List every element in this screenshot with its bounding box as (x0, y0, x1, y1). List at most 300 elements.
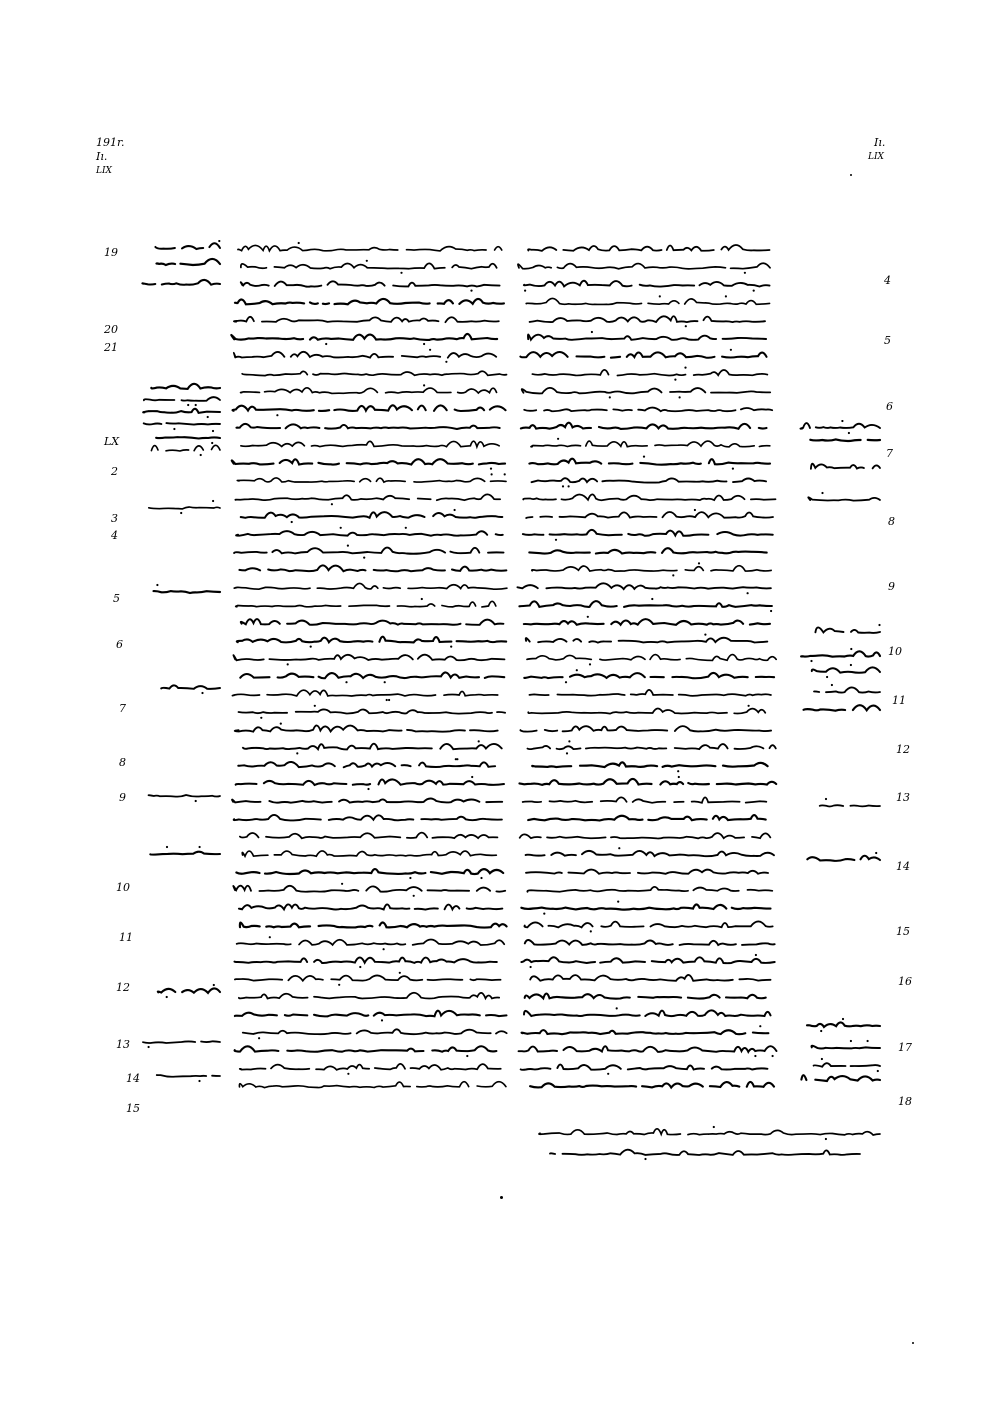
right-script-line-1 (518, 263, 770, 269)
left-column-script (225, 240, 515, 1120)
right-gloss-line-dot (810, 660, 812, 662)
left-script-line-7 (242, 371, 506, 375)
left-script-line-21 (241, 619, 504, 625)
right-script-line-dot (678, 776, 680, 778)
left-script-line-dot (490, 468, 492, 470)
left-gloss-line-1 (156, 259, 220, 265)
right-script-line-42 (525, 994, 766, 999)
left-script-line-dot (423, 343, 425, 345)
left-gloss-line-3 (151, 384, 220, 389)
left-script-line-dot (405, 527, 407, 529)
right-gloss-line-12 (811, 1046, 880, 1049)
right-script-line-dot (659, 295, 661, 297)
left-script-line-dot (478, 740, 480, 742)
verse-number: 8 (119, 756, 126, 769)
left-script-line-26 (239, 709, 506, 713)
left-script-line-11 (241, 441, 499, 447)
right-script-line-dot (704, 634, 706, 636)
right-gloss-line-dot (850, 1040, 852, 1042)
right-script-line-12 (529, 459, 770, 465)
right-gloss-line-0 (800, 423, 880, 429)
left-script-line-dot (338, 984, 340, 986)
left-gloss-line-16 (157, 1075, 220, 1077)
left-gloss-line-2 (142, 280, 220, 285)
right-script-line-dot (524, 290, 526, 292)
verse-number: 4 (111, 529, 118, 542)
left-gloss-line-14 (158, 988, 220, 992)
right-margin-glosses (790, 420, 890, 1124)
right-script-line-16 (523, 530, 773, 536)
right-script-line-47 (530, 1082, 774, 1088)
left-script-line-17 (234, 548, 503, 554)
left-script-line-35 (236, 869, 503, 874)
left-gloss-line-dot (195, 404, 197, 406)
right-script-line-21 (524, 619, 770, 625)
right-script-line-dot (754, 1055, 756, 1057)
right-script-line-9 (524, 408, 772, 412)
right-script-line-dot (770, 610, 772, 612)
right-gloss-line-2 (811, 464, 880, 469)
footnote-line-dot (825, 1138, 827, 1140)
left-script-line-32 (234, 815, 502, 820)
right-script-line-34 (526, 851, 774, 856)
right-script-line-dot (618, 847, 620, 849)
left-script-line-dot (399, 972, 401, 974)
left-script-line-dot (409, 877, 411, 879)
verse-number: 15 (126, 1102, 140, 1115)
right-script-line-dot (543, 913, 545, 915)
left-script-line-dot (367, 788, 369, 790)
left-script-line-dot (429, 349, 431, 351)
right-gloss-line-dot (850, 664, 852, 666)
right-gloss-line-dot (848, 432, 850, 434)
left-script-line-39 (237, 940, 504, 945)
footnote-line-0 (539, 1129, 880, 1135)
left-gloss-line-dot (148, 1046, 150, 1048)
verse-number: 12 (896, 743, 910, 756)
left-script-line-dot (287, 663, 289, 665)
right-gloss-line-dot (875, 852, 877, 854)
left-script-line-dot (491, 473, 493, 475)
left-script-line-dot (383, 948, 385, 950)
right-script-line-dot (753, 290, 755, 292)
left-script-line-25 (232, 690, 497, 696)
left-script-line-dot (381, 1019, 383, 1021)
right-script-line-38 (524, 921, 772, 927)
right-script-line-32 (528, 815, 765, 820)
left-script-line-23 (233, 655, 504, 661)
left-gloss-line-10 (154, 591, 221, 593)
right-script-line-27 (520, 726, 771, 732)
right-script-line-25 (529, 690, 770, 696)
right-script-line-dot (732, 468, 734, 470)
right-gloss-line-dot (821, 492, 823, 494)
left-script-line-20 (236, 601, 496, 607)
right-script-line-22 (526, 638, 768, 643)
left-gloss-line-dot (211, 442, 213, 444)
left-script-line-30 (236, 779, 504, 785)
left-gloss-line-dot (200, 454, 202, 456)
left-script-line-dot (466, 1055, 468, 1057)
left-script-line-41 (235, 975, 501, 980)
verse-number: 19 (104, 246, 118, 259)
speck (500, 1196, 503, 1199)
right-script-line-4 (530, 316, 765, 322)
right-script-line-19 (517, 583, 770, 589)
left-gloss-line-dot (212, 430, 214, 432)
right-script-line-28 (528, 744, 776, 749)
verse-number: 13 (116, 1038, 130, 1051)
right-script-line-14 (523, 494, 775, 500)
left-script-line-dot (258, 1037, 260, 1039)
left-script-line-dot (400, 272, 402, 274)
left-script-line-dot (347, 545, 349, 547)
left-margin-glosses (128, 240, 228, 1124)
right-script-line-dot (590, 930, 592, 932)
footnote (530, 1120, 890, 1172)
verse-number: 13 (896, 791, 910, 804)
right-script-line-dot (530, 966, 532, 968)
left-script-line-47 (239, 1082, 506, 1088)
left-script-line-12 (232, 459, 505, 464)
right-script-line-2 (524, 281, 770, 287)
right-script-line-dot (674, 379, 676, 381)
left-script-line-45 (235, 1046, 497, 1051)
right-script-line-dot (684, 367, 686, 369)
left-script-line-dot (331, 503, 333, 505)
right-gloss-line-3 (808, 497, 880, 500)
verse-number: LX (104, 435, 120, 448)
left-gloss-line-dot (198, 1080, 200, 1082)
right-gloss-script (790, 420, 890, 1120)
right-script-line-dot (772, 1055, 774, 1057)
left-gloss-line-7 (156, 437, 220, 438)
left-script-line-dot (341, 883, 343, 885)
verse-number: 11 (892, 694, 906, 707)
right-script-line-dot (685, 325, 687, 327)
verse-number: 2 (111, 465, 118, 478)
right-script-line-43 (524, 1010, 771, 1016)
left-script-line-dot (345, 681, 347, 683)
left-script-line-dot (269, 936, 271, 938)
verse-number: 16 (898, 975, 912, 988)
left-gloss-line-dot (166, 846, 168, 848)
header-right (868, 136, 885, 164)
right-script-line-dot (562, 485, 564, 487)
right-script-line-11 (531, 441, 770, 447)
right-script-line-33 (520, 833, 771, 838)
right-gloss-line-dot (878, 624, 880, 626)
left-script-line-dot (310, 646, 312, 648)
verse-number: 9 (888, 580, 895, 593)
right-script-line-17 (529, 548, 766, 553)
verse-number: 12 (116, 981, 130, 994)
left-gloss-line-15 (143, 1041, 220, 1043)
right-script-line-5 (528, 335, 766, 340)
left-gloss-line-5 (143, 409, 220, 413)
right-script-line-39 (525, 940, 775, 945)
right-script-line-dot (576, 669, 578, 671)
left-script-line-6 (234, 352, 496, 358)
verse-number: 21 (104, 341, 118, 354)
footnote-line-1 (550, 1150, 860, 1155)
verse-number: 8 (888, 515, 895, 528)
left-gloss-line-dot (207, 416, 209, 418)
right-script-line-44 (522, 1030, 769, 1034)
right-gloss-line-1 (810, 439, 880, 441)
right-script-line-dot (555, 539, 557, 541)
left-script-line-14 (235, 494, 500, 500)
left-script-line-dot (471, 776, 473, 778)
right-script-line-dot (755, 954, 757, 956)
left-script-line-15 (241, 512, 503, 518)
header-left (96, 136, 125, 178)
verse-number: 20 (104, 323, 118, 336)
right-gloss-line-6 (812, 667, 880, 672)
chapter-marker-right: Iı. (874, 136, 886, 149)
right-script-line-dot (591, 331, 593, 333)
left-script-line-dot (456, 758, 458, 760)
right-script-line-dot (587, 616, 589, 618)
left-gloss-line-dot (195, 800, 197, 802)
left-script-line-dot (296, 752, 298, 754)
right-script-line-37 (521, 904, 770, 909)
left-gloss-script (128, 240, 228, 1120)
right-column-script (515, 240, 795, 1120)
right-script-line-dot (679, 396, 681, 398)
left-gloss-line-0 (155, 243, 220, 249)
right-script-line-dot (698, 562, 700, 564)
left-gloss-line-dot (218, 240, 220, 242)
right-gloss-line-10 (807, 856, 880, 861)
right-gloss-line-dot (825, 798, 827, 800)
right-script-line-dot (607, 1073, 609, 1075)
left-script-line-24 (240, 672, 504, 678)
right-gloss-line-11 (807, 1022, 880, 1027)
left-gloss-line-13 (150, 852, 220, 855)
left-script-line-5 (231, 334, 497, 340)
left-script-line-dot (276, 414, 278, 416)
left-script-line-2 (241, 281, 500, 286)
right-text-column (515, 240, 795, 1120)
right-gloss-line-dot (841, 420, 843, 422)
right-script-line-dot (557, 438, 559, 440)
right-script-line-0 (528, 245, 769, 251)
verse-number: 9 (119, 791, 126, 804)
left-gloss-line-dot (173, 428, 175, 430)
right-script-line-7 (532, 370, 767, 376)
right-script-line-dot (730, 349, 732, 351)
left-script-line-0 (238, 245, 502, 250)
right-gloss-line-dot (826, 676, 828, 678)
left-script-line-dot (366, 260, 368, 262)
left-gloss-line-11 (161, 685, 220, 689)
left-script-line-13 (237, 478, 506, 482)
left-script-line-dot (340, 527, 342, 529)
right-script-line-dot (616, 1007, 618, 1009)
right-script-line-dot (566, 752, 568, 754)
right-script-line-dot (744, 272, 746, 274)
left-script-line-1 (241, 263, 497, 268)
verse-number: 3 (111, 512, 118, 525)
left-script-line-31 (232, 799, 502, 803)
left-script-line-dot (359, 966, 361, 968)
right-script-line-24 (524, 673, 774, 678)
left-gloss-line-12 (149, 795, 221, 797)
right-script-line-18 (532, 566, 771, 571)
right-script-line-15 (526, 512, 773, 518)
left-script-line-dot (445, 361, 447, 363)
left-script-line-dot (421, 598, 423, 600)
verse-number: 7 (119, 702, 126, 715)
verse-number: 10 (116, 881, 130, 894)
right-gloss-line-dot (820, 1030, 822, 1032)
right-gloss-line-dot (850, 648, 852, 650)
right-script-line-dot (568, 485, 570, 487)
right-gloss-line-dot (867, 1040, 869, 1042)
right-script-line-dot (565, 681, 567, 683)
right-script-line-dot (589, 663, 591, 665)
right-gloss-line-dot (831, 684, 833, 686)
left-script-line-dot (470, 290, 472, 292)
right-script-line-dot (568, 740, 570, 742)
left-script-line-28 (243, 744, 502, 750)
left-gloss-line-dot (166, 996, 168, 998)
left-script-line-dot (384, 681, 386, 683)
verse-number: 5 (113, 592, 120, 605)
right-script-line-dot (651, 598, 653, 600)
left-script-line-dot (347, 1073, 349, 1075)
left-script-line-dot (504, 473, 506, 475)
left-script-line-dot (450, 646, 452, 648)
right-script-line-10 (521, 423, 767, 429)
left-text-column (225, 240, 515, 1120)
right-gloss-line-14 (801, 1075, 880, 1081)
left-script-line-8 (241, 388, 497, 394)
right-script-line-dot (677, 770, 679, 772)
right-gloss-line-4 (815, 627, 880, 633)
verse-number: 18 (898, 1095, 912, 1108)
right-script-line-26 (528, 708, 765, 713)
right-script-line-41 (530, 975, 770, 981)
footnote-line-dot (644, 1158, 646, 1160)
left-gloss-line-dot (212, 500, 214, 502)
left-script-line-38 (240, 923, 507, 928)
left-script-line-dot (480, 877, 482, 879)
left-gloss-line-4 (144, 397, 220, 401)
left-script-line-19 (234, 583, 507, 589)
chapter-numeral-right: LIX (868, 152, 884, 162)
left-script-line-4 (234, 317, 499, 322)
left-script-line-42 (239, 993, 499, 999)
left-script-line-40 (234, 957, 496, 963)
left-gloss-line-dot (199, 846, 201, 848)
verse-number: 14 (896, 860, 910, 873)
left-gloss-line-dot (156, 584, 158, 586)
left-script-line-36 (233, 886, 505, 892)
right-gloss-line-13 (814, 1063, 880, 1067)
left-script-line-dot (386, 699, 388, 701)
left-gloss-line-6 (144, 423, 220, 425)
left-script-line-27 (235, 725, 498, 731)
chapter-marker: Iı. (96, 150, 108, 163)
left-script-line-18 (239, 565, 506, 571)
left-script-line-dot (298, 242, 300, 244)
right-gloss-line-dot (877, 1070, 879, 1072)
right-gloss-line-9 (820, 805, 880, 806)
verse-number: 6 (116, 638, 123, 651)
left-script-line-dot (454, 509, 456, 511)
right-script-line-36 (527, 887, 772, 892)
left-script-line-dot (260, 717, 262, 719)
verse-number: 11 (119, 931, 133, 944)
left-script-line-dot (413, 895, 415, 897)
left-gloss-line-dot (213, 984, 215, 986)
left-script-line-dot (325, 343, 327, 345)
right-script-line-29 (532, 762, 767, 767)
right-script-line-dot (617, 901, 619, 903)
right-script-line-dot (643, 456, 645, 458)
right-gloss-line-5 (801, 651, 880, 656)
right-script-line-46 (521, 1065, 768, 1070)
verse-number: 6 (886, 400, 893, 413)
left-script-line-44 (243, 1029, 507, 1034)
left-script-line-22 (237, 637, 506, 643)
left-script-line-16 (236, 531, 503, 536)
right-script-line-dot (748, 705, 750, 707)
verse-number: 4 (884, 274, 891, 287)
verse-number: 10 (888, 645, 902, 658)
right-script-line-35 (526, 870, 768, 874)
left-script-line-29 (238, 762, 495, 767)
verse-number: 17 (898, 1041, 912, 1054)
left-gloss-line-dot (180, 512, 182, 514)
left-gloss-line-dot (187, 404, 189, 406)
right-script-line-dot (609, 396, 611, 398)
left-script-line-9 (233, 405, 506, 411)
right-script-line-dot (747, 592, 749, 594)
left-script-line-34 (242, 851, 496, 856)
left-gloss-line-dot (201, 692, 203, 694)
right-script-line-40 (521, 957, 774, 963)
right-gloss-line-dot (821, 1058, 823, 1060)
left-script-line-3 (235, 299, 504, 304)
left-script-line-dot (388, 699, 390, 701)
folio-number: 191r. (96, 136, 125, 149)
right-script-line-dot (759, 1025, 761, 1027)
right-script-line-dot (694, 509, 696, 511)
right-script-line-13 (532, 478, 767, 482)
right-gloss-line-7 (814, 687, 880, 692)
left-script-line-37 (239, 904, 502, 909)
left-script-line-dot (423, 384, 425, 386)
verse-number: 5 (884, 334, 891, 347)
right-script-line-30 (519, 779, 776, 785)
left-script-line-dot (291, 521, 293, 523)
left-script-line-10 (236, 424, 499, 429)
verse-number: 15 (896, 925, 910, 938)
right-script-line-45 (519, 1046, 777, 1052)
speck (850, 174, 852, 176)
left-gloss-line-9 (149, 507, 220, 509)
left-script-line-dot (363, 557, 365, 559)
left-script-line-43 (235, 1011, 507, 1017)
verse-number: 7 (886, 447, 893, 460)
left-gloss-line-8 (151, 445, 220, 451)
right-script-line-20 (519, 601, 771, 607)
verse-number: 14 (126, 1072, 140, 1085)
right-gloss-line-dot (842, 1018, 844, 1020)
